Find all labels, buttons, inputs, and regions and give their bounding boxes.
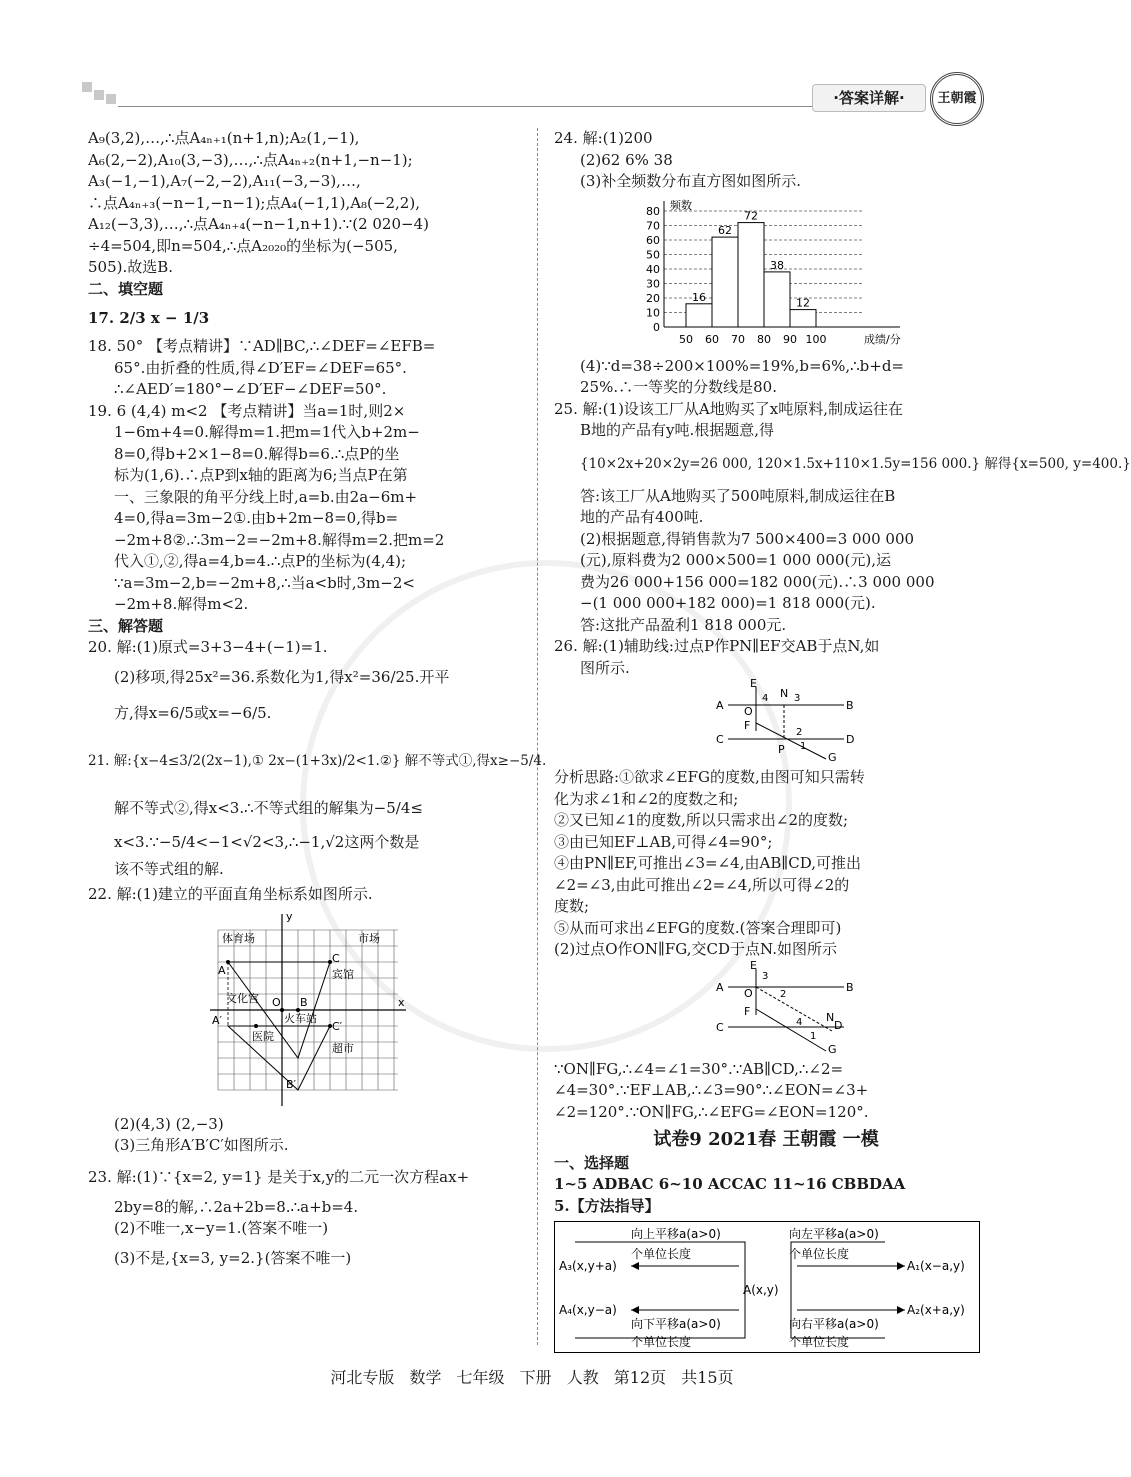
grid-label-market: 市场 xyxy=(358,931,380,945)
grid-point-b: B xyxy=(300,995,308,1009)
svg-text:1: 1 xyxy=(810,1030,817,1042)
answer-25-line: 费为26 000+156 000=182 000(元).∴3 000 000 xyxy=(580,572,935,591)
multiple-choice-answers: 1~5 ADBAC 6~10 ACCAC 11~16 CBBDAA xyxy=(554,1175,906,1193)
answer-26-line: ∠2=120°.∵ON∥FG,∴∠EFG=∠EON=120°. xyxy=(554,1102,869,1121)
answer-24-line: (2)62 6% 38 xyxy=(580,150,673,169)
grid-point-b-prime: B′ xyxy=(286,1077,297,1091)
svg-text:2: 2 xyxy=(796,727,803,738)
header-rule xyxy=(118,106,914,107)
page-footer: 河北专版 数学 七年级 下册 人教 第12页 共15页 xyxy=(330,1368,734,1387)
box-right-label: 向右平移a(a>0) xyxy=(789,1317,879,1331)
svg-text:A: A xyxy=(716,699,724,712)
left-column xyxy=(88,128,547,1276)
answer-26-line: (2)过点O作ON∥FG,交CD于点N.如图所示 xyxy=(554,940,837,958)
histogram-bar xyxy=(764,271,790,326)
svg-text:F: F xyxy=(744,1004,751,1018)
y-tick-label: 0 xyxy=(653,320,660,334)
x-tick-label: 90 xyxy=(783,332,797,346)
grid-point-c: C xyxy=(332,951,340,965)
svg-text:B: B xyxy=(846,980,854,994)
y-tick-label: 30 xyxy=(646,277,660,290)
answer-20-line: 20. 解:(1)原式=3+3−4+(−1)=1. xyxy=(88,638,328,656)
coordinate-grid-figure xyxy=(208,910,408,1110)
answer-26-line: ③由已知EF⊥AB,可得∠4=90°; xyxy=(554,832,773,851)
svg-text:O: O xyxy=(744,705,753,718)
grid-label-hotel: 宾馆 xyxy=(332,967,354,981)
svg-text:4: 4 xyxy=(796,1016,803,1028)
svg-text:E: E xyxy=(750,958,757,972)
geometry-svg-1 xyxy=(714,677,855,764)
answer-19-line: 代入①,②,得a=4,b=4.∴点P的坐标为(4,4); xyxy=(114,552,407,570)
answer-20-line: 方,得x=6/5或x=−6/5. xyxy=(114,703,272,722)
svg-text:G: G xyxy=(828,1042,837,1056)
answer-21-line: 解不等式②,得x<3.∴不等式组的解集为−5/4≤ xyxy=(114,798,423,817)
answer-23-line: 23. 解:(1)∵{x=2, y=1} 是关于x,y的二元一次方程ax+ xyxy=(88,1167,470,1186)
answer-26-line: ∵ON∥FG,∴∠4=∠1=30°.∵AB∥CD,∴∠2= xyxy=(554,1059,844,1078)
answer-26-line: 分析思路:①欲求∠EFG的度数,由图可知只需转 xyxy=(554,768,865,786)
answer-22-line: 22. 解:(1)建立的平面直角坐标系如图所示. xyxy=(88,885,373,903)
svg-text:1: 1 xyxy=(800,741,807,752)
section-heading: 二、填空题 xyxy=(88,279,164,298)
y-tick-label: 10 xyxy=(646,306,660,319)
svg-text:3: 3 xyxy=(762,970,769,982)
x-tick-label: 60 xyxy=(705,332,719,346)
x-tick-label: 70 xyxy=(731,332,745,346)
svg-text:3: 3 xyxy=(794,693,801,704)
y-tick-label: 60 xyxy=(646,233,660,247)
answer-18-line: 18. 50° 【考点精讲】∵AD∥BC,∴∠DEF=∠EFB= xyxy=(88,337,436,355)
grid-label-station: 火车站 xyxy=(284,1011,317,1025)
text-line: ∴点A₄ₙ₊₃(−n−1,−n−1);点A₄(−1,1),A₈(−2,2), xyxy=(88,193,420,212)
answer-19-line: −2m+8②.∴3m−2=−2m+8.解得m=2.把m=2 xyxy=(114,530,445,549)
grid-label-culture-palace: 文化宫 xyxy=(226,991,259,1005)
svg-text:C: C xyxy=(716,1020,724,1034)
translation-svg xyxy=(555,1222,977,1350)
bar-value-label: 16 xyxy=(692,290,706,304)
x-tick-label: 50 xyxy=(679,332,693,346)
answer-17: 17. 2/3 x − 1/3 xyxy=(88,309,210,327)
svg-text:B: B xyxy=(846,699,854,712)
histogram-bar xyxy=(686,303,712,326)
answer-19-line: −2m+8.解得m<2. xyxy=(114,595,249,613)
answer-22-line: (3)三角形A′B′C′如图所示. xyxy=(114,1136,289,1154)
svg-text:O: O xyxy=(744,986,753,1000)
geometry-svg-2 xyxy=(714,958,854,1056)
answer-26-line: 26. 解:(1)辅助线:过点P作PN∥EF交AB于点N,如 xyxy=(554,637,880,655)
answer-19-line: 1−6m+4=0.解得m=1.把m=1代入b+2m− xyxy=(114,423,420,441)
answer-19-line: 4=0,得a=3m−2①.由b+2m−8=0,得b= xyxy=(114,509,399,527)
grid-label-supermarket: 超市 xyxy=(332,1041,354,1055)
grid-point-c-prime: C′ xyxy=(332,1019,343,1033)
grid-y-axis-label: y xyxy=(286,909,293,923)
svg-text:A: A xyxy=(716,980,724,994)
svg-text:D: D xyxy=(846,733,855,746)
answer-21-line: 该不等式组的解. xyxy=(114,859,224,878)
text-line: A₁₂(−3,3),…,∴点A₄ₙ₊₄(−n−1,n+1).∵(2 020−4) xyxy=(88,215,429,233)
bar-value-label: 38 xyxy=(770,258,784,272)
header-tag: ·答案详解· xyxy=(812,84,926,112)
text-line: A₆(2,−2),A₁₀(3,−3),…,∴点A₄ₙ₊₂(n+1,−n−1); xyxy=(88,150,413,169)
answer-25-line: B地的产品有y吨.根据题意,得 xyxy=(580,421,775,439)
box-a2: A₂(x+a,y) xyxy=(907,1303,965,1317)
answer-25-line: 答:这批产品盈利1 818 000元. xyxy=(580,615,787,634)
answer-19-line: 8=0,得b+2×1−8=0.解得b=6.∴点P的坐 xyxy=(114,444,400,463)
y-tick-label: 20 xyxy=(646,291,660,305)
answer-25-line: −(1 000 000+182 000)=1 818 000(元). xyxy=(580,594,876,612)
box-unit-label: 个单位长度 xyxy=(631,1247,692,1261)
y-tick-label: 80 xyxy=(646,204,660,218)
grid-point-a: A xyxy=(218,963,226,977)
answer-26-line: ④由PN∥EF,可推出∠3=∠4,由AB∥CD,可推出 xyxy=(554,854,862,872)
geometry-figure-2 xyxy=(714,958,854,1056)
answer-19-line: 标为(1,6).∴点P到x轴的距离为6;当点P在第 xyxy=(114,466,408,484)
box-a4: A₄(x,y−a) xyxy=(559,1303,617,1317)
answer-24-line: (4)∵d=38÷200×100%=19%,b=6%,∴b+d= xyxy=(580,356,904,375)
box-up-label: 向上平移a(a>0) xyxy=(631,1227,721,1241)
y-tick-label: 70 xyxy=(646,219,660,232)
svg-text:D: D xyxy=(834,1018,843,1032)
answer-25-line: (2)根据题意,得销售款为7 500×400=3 000 000 xyxy=(580,529,915,548)
box-unit-label: 个单位长度 xyxy=(789,1247,850,1261)
answer-25-line: {10×2x+20×2y=26 000, 120×1.5x+110×1.5y=156 000.} 解得{x=500, y=400.} xyxy=(580,455,1131,472)
geometry-figure-1 xyxy=(714,677,855,764)
text-line: A₃(−1,−1),A₇(−2,−2),A₁₁(−3,−3),…, xyxy=(88,172,361,190)
bar-value-label: 72 xyxy=(744,209,758,223)
text-line: ÷4=504,即n=504,∴点A₂₀₂₀的坐标为(−505, xyxy=(88,236,398,255)
answer-19-line: ∵a=3m−2,b=−2m+8,∴当a<b时,3m−2< xyxy=(114,573,415,592)
box-unit-label: 个单位长度 xyxy=(631,1335,692,1349)
coordinate-grid-svg xyxy=(208,910,408,1110)
histogram-bar xyxy=(790,309,816,326)
bar-value-label: 12 xyxy=(796,296,810,310)
box-down-label: 向下平移a(a>0) xyxy=(631,1317,721,1331)
answer-25-line: 25. 解:(1)设该工厂从A地购买了x吨原料,制成运往在 xyxy=(554,399,903,418)
column-divider xyxy=(537,128,538,1345)
svg-text:N: N xyxy=(826,1010,835,1024)
svg-text:C: C xyxy=(716,733,724,746)
answer-26-line: ⑤从而可求出∠EFG的度数.(答案合理即可) xyxy=(554,918,842,937)
right-column xyxy=(554,128,1131,1357)
answer-19-line: 一、三象限的角平分线上时,a=b.由2a−6m+ xyxy=(114,487,418,506)
answer-26-line: 度数; xyxy=(554,897,590,915)
answer-24-line: (3)补全频数分布直方图如图所示. xyxy=(580,172,802,190)
section-heading: 一、选择题 xyxy=(554,1153,630,1172)
x-tick-label: 100 xyxy=(805,332,827,346)
histogram-bar xyxy=(712,237,738,327)
text-line: 505).故选B. xyxy=(88,258,174,276)
answer-19-line: 19. 6 (4,4) m<2 【考点精讲】当a=1时,则2× xyxy=(88,401,406,420)
answer-20-line: (2)移项,得25x²=36.系数化为1,得x²=36/25.开平 xyxy=(114,667,450,686)
svg-text:4: 4 xyxy=(762,693,769,704)
answer-21-line: x<3.∵−5/4<−1<√2<3,∴−1,√2这两个数是 xyxy=(114,832,420,851)
answer-21-line: 21. 解:{x−4≤3/2(2x−1),① 2x−(1+3x)/2<1.②} 解不等式①,得x≥−5/4. xyxy=(88,752,547,769)
svg-text:F: F xyxy=(744,719,751,732)
answer-22-line: (2)(4,3) (2,−3) xyxy=(114,1114,224,1133)
answer-26-line: ∠2=∠3,由此可推出∠2=∠4,所以可得∠2的 xyxy=(554,875,850,894)
answer-26-line: ∠4=30°.∵EF⊥AB,∴∠3=90°∴∠EON=∠3+ xyxy=(554,1081,869,1099)
answer-25-line: 地的产品有400吨. xyxy=(580,508,704,526)
q5-heading: 5.【方法指导】 xyxy=(554,1196,660,1215)
svg-text:2: 2 xyxy=(780,988,787,1000)
answer-23-line: (3)不是,{x=3, y=2.}(答案不唯一) xyxy=(114,1248,352,1267)
answer-23-line: (2)不唯一,x−y=1.(答案不唯一) xyxy=(114,1219,329,1237)
y-tick-label: 50 xyxy=(646,248,660,261)
histogram-figure xyxy=(624,197,924,352)
exam-title: 试卷9 2021春 王朝霞 一模 xyxy=(653,1129,879,1150)
answer-23-line: 2by=8的解,∴2a+2b=8.∴a+b=4. xyxy=(114,1197,359,1216)
box-left-label: 向左平移a(a>0) xyxy=(789,1227,879,1241)
answer-24-line: 24. 解:(1)200 xyxy=(554,129,653,147)
svg-text:G: G xyxy=(828,751,837,764)
box-center: A(x,y) xyxy=(743,1283,779,1297)
brand-logo: 王朝霞 xyxy=(930,72,984,126)
box-a1: A₁(x−a,y) xyxy=(907,1259,965,1273)
grid-label-stadium: 体育场 xyxy=(222,931,255,945)
answer-26-line: 图所示. xyxy=(580,658,630,677)
x-axis-title: 成绩/分 xyxy=(864,332,901,346)
x-tick-label: 80 xyxy=(757,332,771,346)
section-heading: 三、解答题 xyxy=(88,616,164,635)
answer-24-line: 25%.∴一等奖的分数线是80. xyxy=(580,378,777,396)
answer-26-line: 化为求∠1和∠2的度数之和; xyxy=(554,789,739,808)
answer-26-line: ②又已知∠1的度数,所以只需求出∠2的度数; xyxy=(554,811,849,829)
y-axis-title: 频数 xyxy=(670,198,692,212)
box-unit-label: 个单位长度 xyxy=(789,1335,850,1349)
histogram-svg xyxy=(624,197,924,352)
bar-value-label: 62 xyxy=(718,223,732,237)
answer-25-line: (元),原料费为2 000×500=1 000 000(元),运 xyxy=(580,551,891,569)
text-line: A₉(3,2),…,∴点A₄ₙ₊₁(n+1,n);A₂(1,−1), xyxy=(88,129,360,147)
y-tick-label: 40 xyxy=(646,262,660,276)
answer-18-line: ∴∠AED′=180°−∠D′EF−∠DEF=50°. xyxy=(114,380,387,398)
svg-text:N: N xyxy=(780,687,789,700)
histogram-bar xyxy=(738,222,764,326)
grid-point-a-prime: A′ xyxy=(212,1013,223,1027)
grid-label-hospital: 医院 xyxy=(252,1029,274,1043)
answer-18-line: 65°.由折叠的性质,得∠D′EF=∠DEF=65°. xyxy=(114,358,407,377)
svg-text:E: E xyxy=(750,677,757,690)
svg-text:P: P xyxy=(778,743,785,756)
grid-origin: O xyxy=(272,995,281,1009)
grid-x-axis-label: x xyxy=(398,995,405,1009)
box-a3: A₃(x,y+a) xyxy=(559,1259,617,1273)
translation-diagram xyxy=(554,1221,980,1353)
answer-25-line: 答:该工厂从A地购买了500吨原料,制成运往在B xyxy=(580,486,896,505)
